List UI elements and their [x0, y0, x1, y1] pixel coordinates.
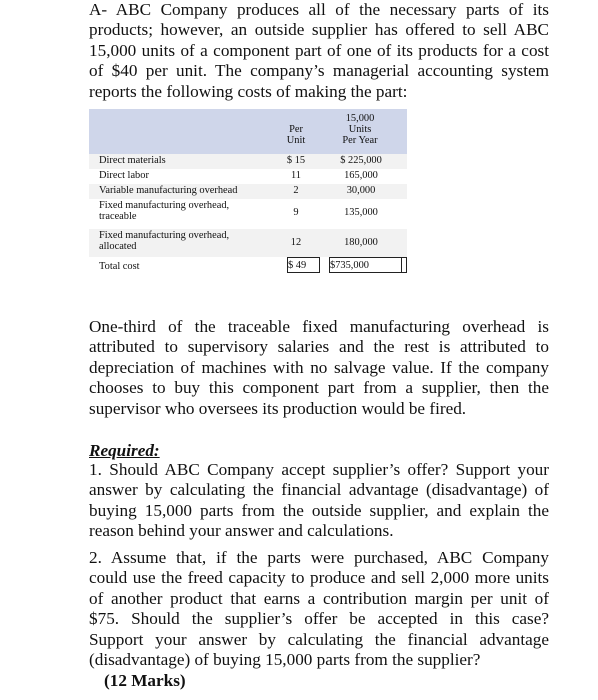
row-unit: 12 — [290, 237, 302, 248]
header-per-year: 15,000 Units Per Year — [342, 113, 378, 146]
question-line: reason behind your answer and calculations. — [89, 521, 394, 541]
row-year: 135,000 — [344, 207, 378, 218]
question-line: $75. Should the supplier’s offer be accepted in this case? — [89, 609, 549, 629]
question-line: (disadvantage) of buying 15,000 parts from the supplier? — [89, 650, 481, 670]
paragraph-line: depreciation of machines with no salvage value. If the company — [89, 357, 549, 377]
row-label: Direct labor — [99, 170, 149, 181]
row-label: Variable manufacturing overhead — [99, 185, 238, 196]
intro-line: A- ABC Company produces all of the necessary parts of its — [89, 0, 549, 19]
cost-table — [89, 109, 407, 277]
paragraph-line: attributed to supervisory salaries and the rest is attributed to — [89, 337, 549, 357]
question-line: could use the freed capacity to produce and sell 2,000 more units — [89, 568, 549, 588]
required-heading: Required: — [89, 441, 160, 460]
row-label: Fixed manufacturing overhead, traceable — [99, 200, 230, 222]
total-unit: $ 49 — [288, 260, 307, 271]
intro-line: products; however, an outside supplier has offered to sell ABC — [89, 20, 549, 40]
question-line: of another product that earns a contribution margin per unit of — [89, 588, 549, 608]
question-line: answer by calculating the financial advantage (disadvantage) of — [89, 480, 549, 500]
intro-line: of $40 per unit. The company’s managerial accounting system — [89, 61, 549, 81]
row-unit: $ 15 — [286, 155, 306, 166]
paragraph-line: chooses to buy this component part from a supplier, then the — [89, 378, 549, 398]
intro-line: 15,000 units of a component part of one of its products for a cost — [89, 40, 549, 60]
row-year: 180,000 — [344, 237, 378, 248]
total-label: Total cost — [99, 261, 140, 272]
question-line: 2. Assume that, if the parts were purchased, ABC Company — [89, 548, 549, 567]
traceable-overhead-paragraph — [89, 317, 549, 419]
question-line: Support your answer by calculating the financial advantage — [89, 629, 549, 649]
row-unit: 9 — [293, 207, 299, 218]
row-year: $ 225,000 — [340, 155, 382, 166]
total-year: $735,000 — [330, 260, 369, 271]
row-unit: 11 — [290, 170, 301, 181]
row-year: 165,000 — [344, 170, 378, 181]
paragraph-line: One-third of the traceable fixed manufacturing overhead is — [89, 317, 549, 336]
question-1 — [89, 460, 549, 542]
row-label: Direct materials — [99, 155, 166, 166]
question-line: 1. Should ABC Company accept supplier’s offer? Support your — [89, 460, 549, 479]
question-2 — [89, 548, 549, 670]
intro-paragraph — [89, 0, 549, 102]
paragraph-line: supervisor who oversees its production would be fired. — [89, 398, 467, 418]
header-per-unit: Per Unit — [286, 124, 306, 146]
row-year: 30,000 — [346, 185, 376, 196]
row-unit: 2 — [293, 185, 299, 196]
marks-label: (12 Marks) — [104, 671, 186, 690]
question-line: buying 15,000 parts from the outside supplier, and explain the — [89, 500, 549, 520]
intro-line: reports the following costs of making the part: — [89, 81, 408, 101]
double-rule — [401, 257, 402, 272]
row-label: Fixed manufacturing overhead, allocated — [99, 230, 230, 252]
